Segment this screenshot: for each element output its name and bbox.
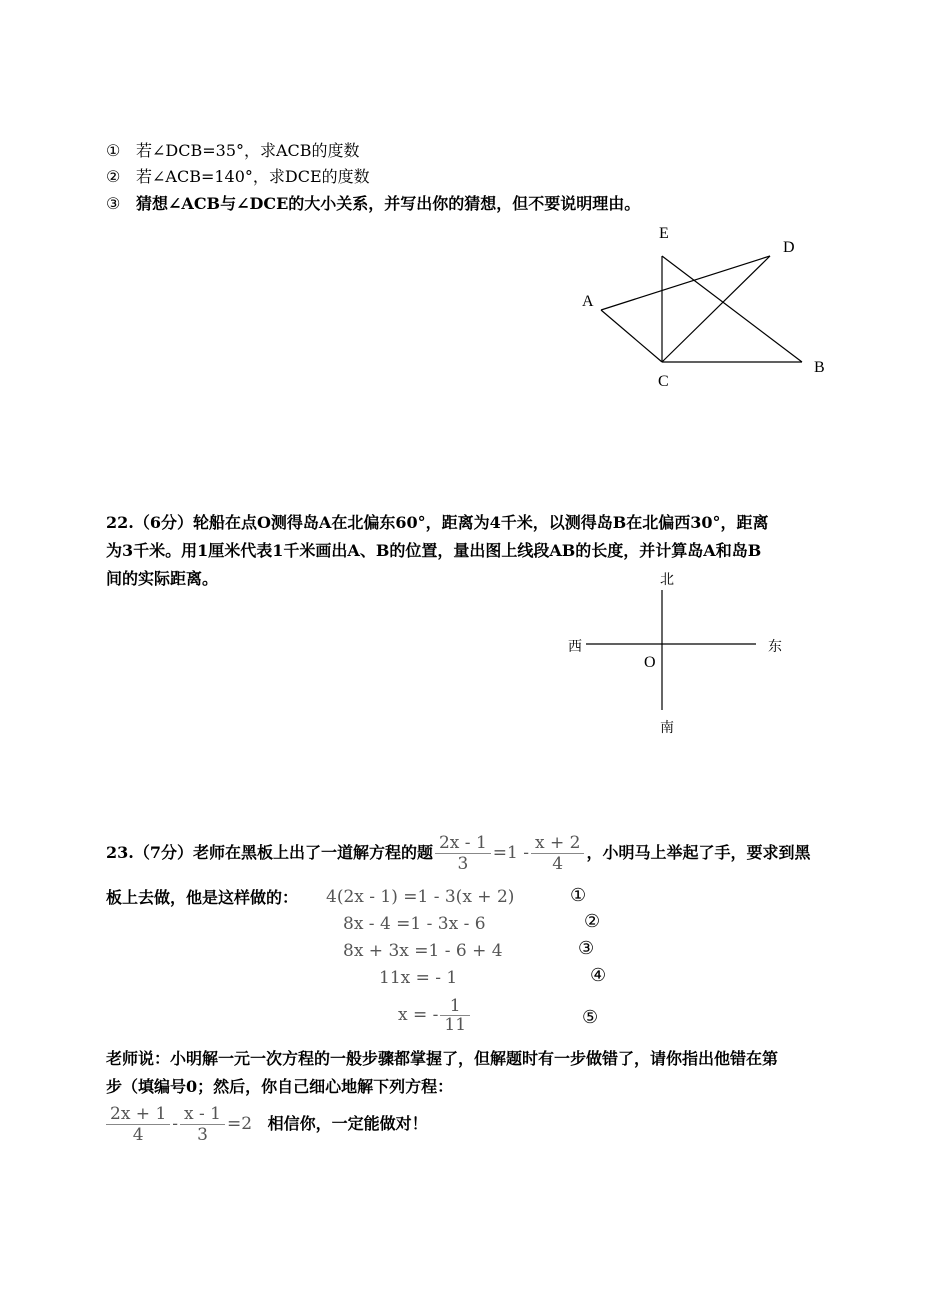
fraction <box>435 833 491 874</box>
item-number: ② <box>106 167 121 186</box>
label-B: B <box>814 359 825 376</box>
segment-EB <box>662 256 802 362</box>
fraction-denominator: 3 <box>457 854 469 874</box>
label-west: 西 <box>568 640 582 655</box>
fraction-numerator: x - 1 <box>180 1104 225 1125</box>
final-equation <box>104 1104 428 1145</box>
step-5-label: ⑤ <box>582 1007 599 1028</box>
q21-item-1 <box>106 138 360 161</box>
triangle-figure <box>570 220 840 395</box>
step-2-expr: 8x - 4 =1 - 3x - 6 <box>343 914 486 934</box>
q22-line-3: 间的实际距离。 <box>106 569 219 588</box>
fraction-numerator: 1 <box>440 997 470 1016</box>
q21-item-2 <box>106 164 370 187</box>
step-3-expr: 8x + 3x =1 - 6 + 4 <box>343 941 503 961</box>
step-1-expr: 4(2x - 1) =1 - 3(x + 2) <box>326 887 515 907</box>
item-number: ③ <box>106 194 121 213</box>
label-D: D <box>783 239 795 256</box>
fraction <box>531 833 584 874</box>
fraction-denominator: 11 <box>444 1015 467 1035</box>
step-1-label: ① <box>570 885 587 906</box>
item-number: ① <box>106 141 121 160</box>
label-east: 东 <box>768 640 782 655</box>
fraction-numerator: x + 2 <box>531 833 584 854</box>
label-origin: O <box>644 654 656 671</box>
q21-item-3 <box>106 191 640 214</box>
final-encouragement: 相信你，一定能做对！ <box>267 1114 428 1133</box>
segment-CD <box>662 256 770 362</box>
label-A: A <box>582 293 594 310</box>
label-south: 南 <box>660 721 674 736</box>
label-C: C <box>658 373 669 390</box>
q23-intro <box>106 833 810 874</box>
q22-line-2: 为3千米。用1厘米代表1千米画出A、B的位置，量出图上线段AB的长度，并计算岛A和岛B <box>106 541 762 560</box>
item-text: 猜想∠ACB与∠DCE的大小关系，并写出你的猜想，但不要说明理由。 <box>136 194 641 213</box>
equation-mid: =1 - <box>492 843 529 863</box>
step-4-expr: 11x = - 1 <box>379 968 458 988</box>
item-text: 若∠ACB=140°，求DCE的度数 <box>136 167 370 186</box>
label-north: 北 <box>660 573 674 588</box>
teacher-line-1: 老师说：小明解一元一次方程的一般步骤都掌握了，但解题时有一步做错了，请你指出他错在第 <box>106 1049 779 1068</box>
label-E: E <box>659 225 669 242</box>
fraction-numerator: 2x - 1 <box>435 833 491 854</box>
q22-line-1: 22.（6分）轮船在点O测得岛A在北偏东60°，距离为4千米，以测得岛B在北偏西30°，距离 <box>106 513 769 532</box>
q23-line-2-text: 板上去做，他是这样做的： <box>106 888 299 907</box>
step-2-label: ② <box>584 911 601 932</box>
equals-two: =2 <box>227 1114 253 1134</box>
compass-figure <box>560 568 800 743</box>
fraction <box>106 1104 170 1145</box>
q23-intro-tail: ，小明马上举起了手，要求到黑 <box>586 843 811 862</box>
segment-AD <box>601 256 770 310</box>
step-5-prefix: x = - <box>398 1005 439 1025</box>
fraction-denominator: 3 <box>197 1125 208 1145</box>
step-4-label: ④ <box>590 965 607 986</box>
q23-line-2 <box>106 884 298 912</box>
minus-sign: - <box>172 1114 179 1134</box>
fraction <box>180 1104 225 1145</box>
fraction-numerator: 2x + 1 <box>106 1104 170 1125</box>
fraction <box>440 997 470 1034</box>
step-5-expr <box>398 997 472 1034</box>
q23-intro-text: 23.（7分）老师在黑板上出了一道解方程的题 <box>106 843 433 862</box>
teacher-line-2: 步（填编号0；然后，你自己细心地解下列方程： <box>106 1077 454 1096</box>
fraction-denominator: 4 <box>552 854 564 874</box>
segment-AC <box>601 310 662 362</box>
step-3-label: ③ <box>578 938 595 959</box>
fraction-denominator: 4 <box>132 1125 144 1145</box>
item-text: 若∠DCB=35°，求ACB的度数 <box>136 141 360 160</box>
